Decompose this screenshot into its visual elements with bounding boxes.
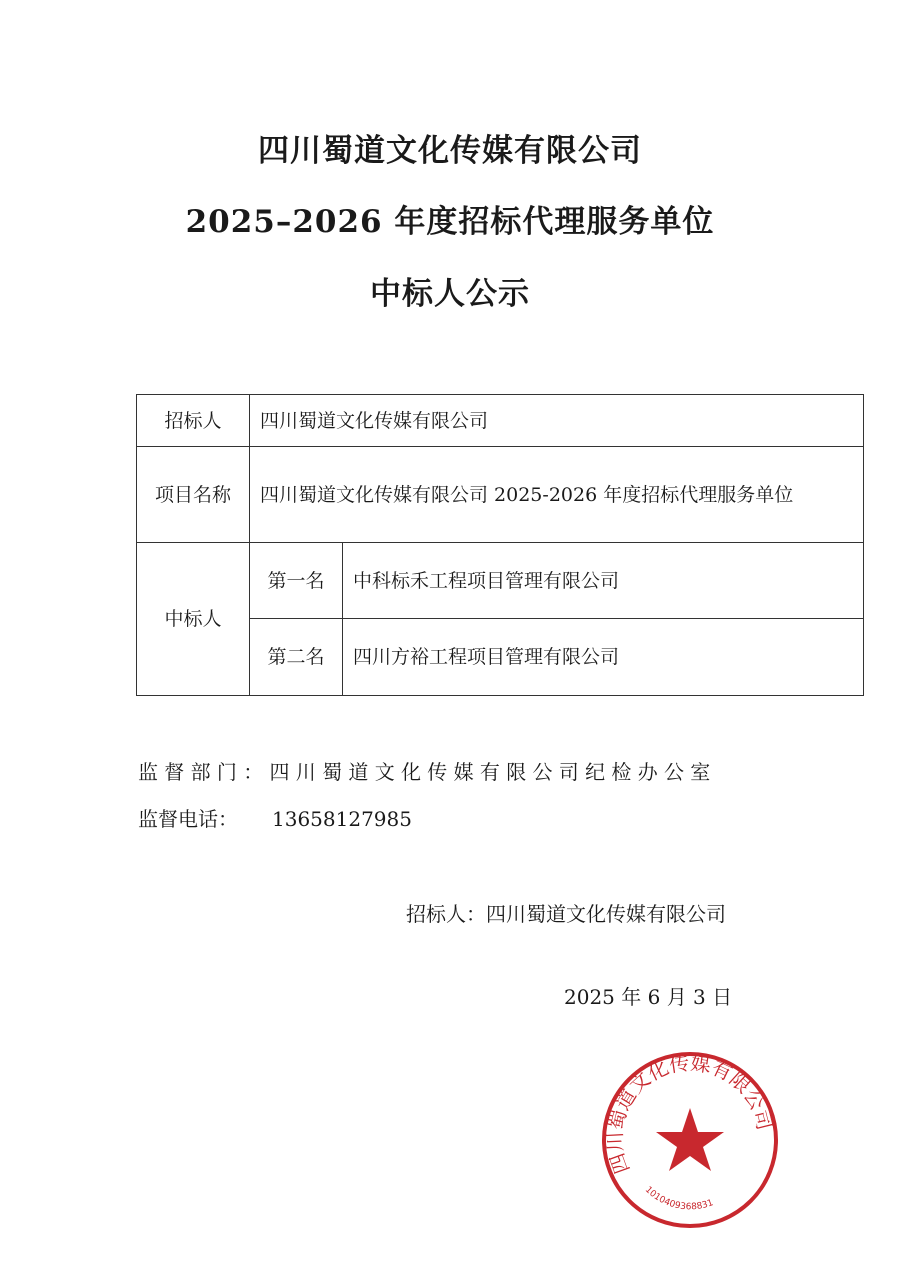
winner-label: 中标人	[137, 543, 250, 696]
winner-rank: 第二名	[250, 619, 343, 696]
title-line-1: 四川蜀道文化传媒有限公司	[258, 133, 642, 169]
table-row	[137, 447, 864, 543]
tenderer-label: 招标人	[137, 395, 250, 447]
tenderer-value: 四川蜀道文化传媒有限公司	[250, 395, 864, 447]
phone-label: 监督电话：	[138, 807, 238, 831]
svg-text:1010409368831	[643, 1185, 715, 1212]
dept-label: 监督部门：	[138, 760, 270, 784]
title-line-3: 中标人公示	[370, 276, 530, 312]
supervision-phone	[138, 803, 412, 832]
winner-name: 中科标禾工程项目管理有限公司	[343, 543, 864, 619]
table-row	[137, 543, 864, 619]
supervision-dept	[138, 756, 717, 785]
table-row	[137, 395, 864, 447]
star-icon	[656, 1108, 724, 1171]
seal-code: 1010409368831	[642, 1184, 715, 1213]
award-table	[136, 394, 864, 696]
dept-value: 四川蜀道文化传媒有限公司纪检办公室	[269, 760, 717, 784]
signature-tenderer: 招标人：四川蜀道文化传媒有限公司	[406, 902, 726, 926]
project-value: 四川蜀道文化传媒有限公司 2025-2026 年度招标代理服务单位	[250, 447, 864, 543]
title-line-2: 2025–2026 年度招标代理服务单位	[185, 204, 715, 240]
signature-date: 2025 年 6 月 3 日	[564, 985, 733, 1009]
project-label: 项目名称	[137, 447, 250, 543]
winner-name: 四川方裕工程项目管理有限公司	[343, 619, 864, 696]
company-seal	[600, 1050, 780, 1230]
seal-text: 四川蜀道文化传媒有限公司	[602, 1050, 777, 1177]
winner-rank: 第一名	[250, 543, 343, 619]
phone-value: 13658127985	[272, 807, 412, 831]
